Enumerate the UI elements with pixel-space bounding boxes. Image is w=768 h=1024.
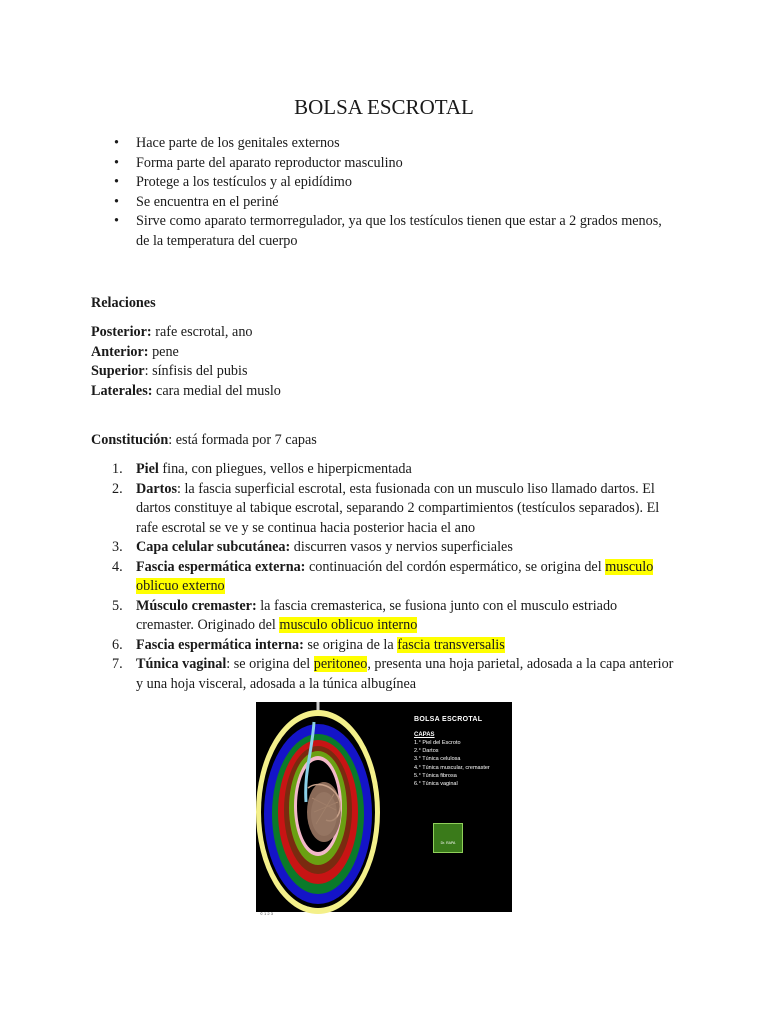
- scrotum-layers-illustration: [256, 702, 512, 912]
- list-item: Anterior: pene: [91, 343, 179, 360]
- list-item: • Protege a los testículos y al epidídimo: [136, 173, 676, 193]
- list-item: 2.° Dartos: [414, 748, 439, 755]
- highlighted-text: fascia transversalis: [397, 636, 505, 653]
- constitucion-paragraph: Constitución: está formada por 7 capas: [91, 432, 317, 448]
- list-item: • Se encuentra en el periné: [136, 193, 676, 213]
- list-item: 6.° Túnica vaginal: [414, 781, 458, 788]
- figure-subtitle: CAPAS: [414, 732, 435, 738]
- scrotum-layers-figure: [256, 702, 512, 916]
- list-item: 3. Capa celular subcutánea: discurren vasos y nervios superficiales: [112, 539, 513, 555]
- highlighted-text: musculo oblicuo externo: [136, 558, 654, 594]
- list-item: 3.° Túnica celulosa: [414, 756, 461, 763]
- list-item: Laterales: cara medial del muslo: [91, 382, 281, 399]
- logo: [433, 823, 463, 853]
- list-item: 5. Músculo cremaster: la fascia cremasterica, se fusiona junto con el musculo estriado cremaster. Originado del musculo oblicuo interno: [112, 597, 618, 633]
- page-title: BOLSA ESCROTAL: [294, 95, 474, 119]
- list-item: • Sirve como aparato termorregulador, ya que los testículos tienen que estar a 2 grados menos, de la temperatura del cuerpo: [114, 213, 662, 249]
- list-item: 1.° Piel del Escroto: [414, 740, 461, 746]
- bullet-icon: •: [114, 154, 119, 171]
- list-item: 1. Piel fina, con pliegues, vellos e hiperpicmentada: [112, 461, 412, 477]
- list-item: 6. Fascia espermática interna: se origina de la fascia transversalis: [112, 636, 505, 653]
- relaciones-heading: Relaciones: [91, 295, 156, 311]
- list-item: 7. Túnica vaginal: se origina del peritoneo, presenta una hoja parietal, adosada a la capa anterior y una hoja visceral, adosada a la túnica albugínea: [112, 656, 674, 692]
- relaciones-list: [91, 323, 281, 401]
- list-item: • Forma parte del aparato reproductor masculino: [136, 154, 676, 174]
- list-item: 4. Fascia espermática externa: continuación del cordón espermático, se origina del musculo oblicuo externo: [112, 558, 654, 594]
- bullet-icon: •: [114, 193, 119, 210]
- figure-title: BOLSA ESCROTAL: [414, 716, 483, 723]
- highlighted-text: musculo oblicuo interno: [279, 617, 418, 633]
- bullet-icon: •: [114, 213, 119, 229]
- highlighted-text: peritoneo: [313, 656, 368, 672]
- logo-text: Dr. RAPA: [440, 841, 456, 845]
- bullet-icon: •: [114, 174, 119, 190]
- list-item: Posterior: rafe escrotal, ano: [91, 324, 253, 340]
- list-item: Superior: sínfisis del pubis: [91, 363, 248, 379]
- list-item: 4.° Túnica muscular, cremaster: [414, 764, 490, 771]
- intro-bullet-list: [114, 134, 676, 251]
- list-item: 5.° Túnica fibrosa: [414, 772, 457, 779]
- capas-list: [112, 460, 676, 694]
- list-item: • Hace parte de los genitales externos: [136, 134, 676, 154]
- list-item: 2. Dartos: la fascia superficial escrotal, esta fusionada con un musculo liso llamado dartos. El dartos constituye al tabique escrotal, separando 2 compartimientos (testículos separados). El rafe escrotal se ve y se continua hacia posterior hacia el ano: [112, 480, 660, 536]
- figure-footer: © 1 2 3: [260, 911, 273, 916]
- bullet-icon: •: [114, 135, 119, 151]
- figure-layer-list: [414, 739, 490, 788]
